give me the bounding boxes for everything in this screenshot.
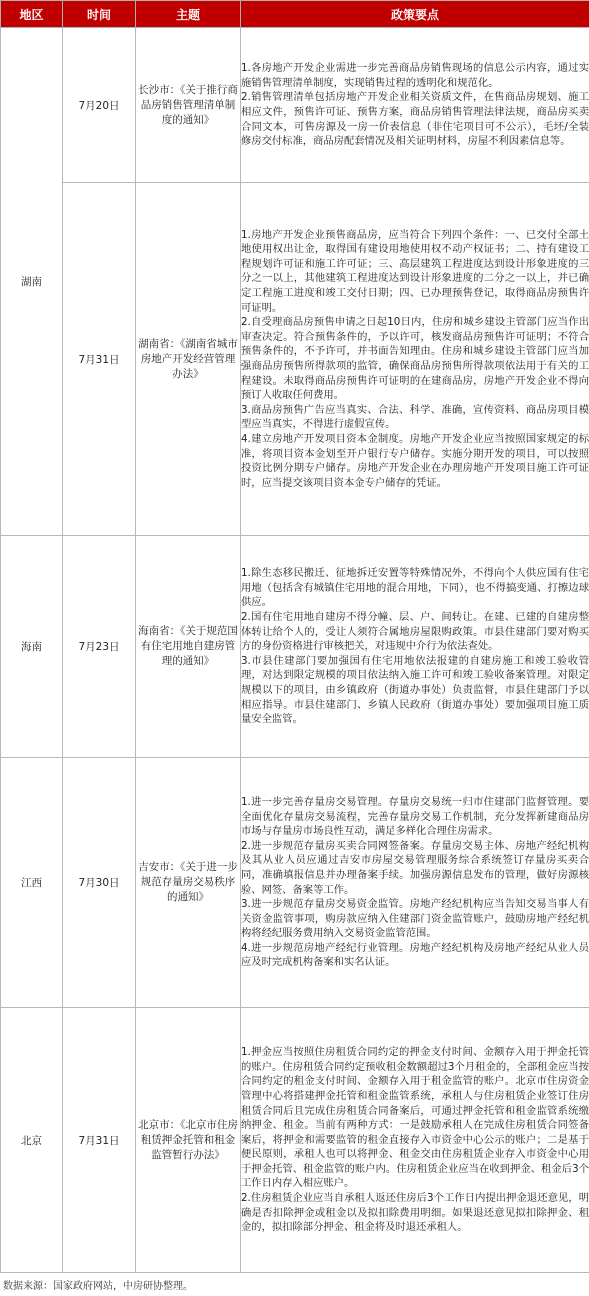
policy-point: 2.销售管理清单包括房地产开发企业相关资质文件，在售商品房规划、施工相应文件，预售许可证、预售方案，商品房销售管理法律法规，商品房买卖合同文本，可售房源及一房一价表信息（非住宅项目可不公示），毛坯/全装修房交付标准，商品房配套情况及相关证明材料，房屋不利因素信息等。 (241, 91, 589, 148)
policy-point: 2.进一步规范存量房买卖合同网签备案。存量房交易主体、房地产经纪机构及其从业人员应通过吉安市房屋交易管理服务综合系统签订存量房买卖合同，准确填报信息并办理备案手续。加强房源信息发布的管理，做好房源核验、网签、备案等工作。 (241, 839, 589, 896)
policy-point: 4.建立房地产开发项目资本金制度。房地产开发企业应当按照国家规定的标准，将项目资本金划至开户银行专户储存。实施分期开发的项目，可以按照投资比例分期专户储存。房地产开发企业在办理房地产开发项目施工许可证时，应当提交该项目资本金专户储存的凭证。 (241, 432, 589, 489)
row-topic: 湖南省：《湖南省城市房地产开发经营管理办法》 (136, 183, 241, 536)
region-jiangxi: 江西 (1, 758, 63, 1008)
row-points (241, 758, 589, 1008)
header-region: 地区 (1, 1, 63, 28)
policy-point: 1.除生态移民搬迁、征地拆迁安置等特殊情况外，不得向个人供应国有住宅用地（包括含有城镇住宅用地的混合用地，下同），也不得搞变通、打擦边球供应。 (241, 567, 589, 609)
table-row (1, 183, 589, 536)
row-topic: 长沙市：《关于推行商品房销售管理清单制度的通知》 (136, 28, 241, 183)
policy-point: 2.自受理商品房预售申请之日起10日内，住房和城乡建设主管部门应当作出审查决定。符合预售条件的，予以许可，核发商品房预售许可证明；不符合预售条件的，不予许可，并书面告知理由。住房和城乡建设主管部门应当加强商品房预售所得款项的监管，确保商品房预售所得款项依法用于有关的工程建设。未取得商品房预售许可证明的在建商品房，房地产开发企业不得向预订人收取任何费用。 (241, 316, 589, 402)
data-source-note: 数据来源：国家政府网站，中房研协整理。 (3, 1281, 193, 1292)
row-points (241, 1008, 589, 1273)
policy-point: 1.房地产开发企业预售商品房，应当符合下列四个条件：一、已交付全部土地使用权出让金，取得国有建设用地使用权不动产权证书；二、持有建设工程规划许可证和施工许可证；三、高层建筑工程进度达到设计形象进度的三分之一以上，其他建筑工程进度达到设计形象进度的二分之一以上，并已确定工程施工进度和竣工交付日期；四、已办理预售登记，取得商品房预售许可证明。 (241, 228, 589, 314)
policy-point: 1.进一步完善存量房交易管理。存量房交易统一归市住建部门监督管理。要全面优化存量房交易流程，完善存量房交易工作机制，充分发挥新建商品房市场与存量房市场良性互动，满足多样化合理住房需求。 (241, 795, 589, 838)
row-topic: 海南省：《关于规范国有住宅用地自建房管理的通知》 (136, 536, 241, 758)
header-topic: 主题 (136, 1, 241, 28)
row-date: 7月30日 (63, 758, 136, 1008)
policy-point: 3.进一步规范存量房交易资金监管。房地产经纪机构应当告知交易当事人有关资金监管事项，购房款应纳入住建部门资金监管账户，鼓励房地产经纪机构将经纪服务费用纳入交易资金监管范围。 (241, 898, 589, 940)
row-points (241, 536, 589, 758)
header-date: 时间 (63, 1, 136, 28)
header-row (1, 1, 589, 28)
policy-point: 1.各房地产开发企业需进一步完善商品房销售现场的信息公示内容，通过实施销售管理清单制度，实现销售过程的透明化和规范化。 (241, 62, 589, 89)
region-hainan: 海南 (1, 536, 63, 758)
row-date: 7月31日 (63, 183, 136, 536)
row-topic: 吉安市：《关于进一步规范存量房交易秩序的通知》 (136, 758, 241, 1008)
policy-point: 4.进一步规范房地产经纪行业管理。房地产经纪机构及房地产经纪从业人员应及时完成机构备案和实名认证。 (241, 941, 589, 969)
row-points (241, 28, 589, 183)
region-hunan: 湖南 (1, 28, 63, 536)
policy-point: 1.押金应当按照住房租赁合同约定的押金支付时间、金额存入用于押金托管的账户。住房租赁合同约定预收租金数额超过3个月租金的，全部租金应当按合同约定的租金支付时间、金额存入用于租金监管的账户。北京市住房资金管理中心将搭建押金托管和租金监管系统，承租人与住房租赁企业签订住房租赁合同后且完成住房租赁合同备案后，可通过押金托管和租金监管系统缴纳押金、租金。当前有两种方式：一是鼓励承租人在完成住房租赁合同签备案后，将押金和需要监管的租金直接存入市资金中心公示的账户；二是基于便民原则，承租人也可以将押金、租金交由住房租赁企业存入市资金中心用于押金托管、租金监管的账户内。住房租赁企业应当在收到押金、租金后3个工作日内存入相应账户。 (241, 1046, 589, 1190)
row-points (241, 183, 589, 536)
table-row (1, 536, 589, 758)
region-beijing: 北京 (1, 1008, 63, 1273)
table-row (1, 758, 589, 1008)
table-row (1, 1008, 589, 1273)
policy-point: 3.市县住建部门要加强国有住宅用地依法报建的自建房施工和竣工验收管理，对达到限定规模的项目依法纳入施工许可和竣工验收备案管理。对限定规模以下的项目，由乡镇政府（街道办事处）负责监督，市县住建部门予以相应指导。市县住建部门、乡镇人民政府（街道办事处）要加强项目施工质量安全监管。 (241, 654, 589, 726)
header-points: 政策要点 (241, 1, 589, 28)
row-date: 7月31日 (63, 1008, 136, 1273)
policy-point: 2.国有住宅用地自建房不得分幢、层、户、间转让。在建、已建的自建房整体转让给个人的，受让人须符合属地房屋限购政策。市县住建部门要对购买方的身份资格进行审核把关，对违规中介行为依法查处。 (241, 611, 589, 653)
row-date: 7月23日 (63, 536, 136, 758)
row-date: 7月20日 (63, 28, 136, 183)
table-row (1, 28, 589, 183)
policy-point: 3.商品房预售广告应当真实、合法、科学、准确，宣传资料、商品房项目模型应当真实，不得进行虚假宣传。 (241, 403, 589, 431)
row-topic: 北京市：《北京市住房租赁押金托管和租金监管暂行办法》 (136, 1008, 241, 1273)
policy-point: 2.住房租赁企业应当自承租人返还住房后3个工作日内提出押金退还意见，明确是否扣除押金或租金以及拟扣除费用明细。如果退还意见拟扣除押金、租金的，拟扣除部分押金、租金将及时退还承租人。 (241, 1192, 589, 1234)
